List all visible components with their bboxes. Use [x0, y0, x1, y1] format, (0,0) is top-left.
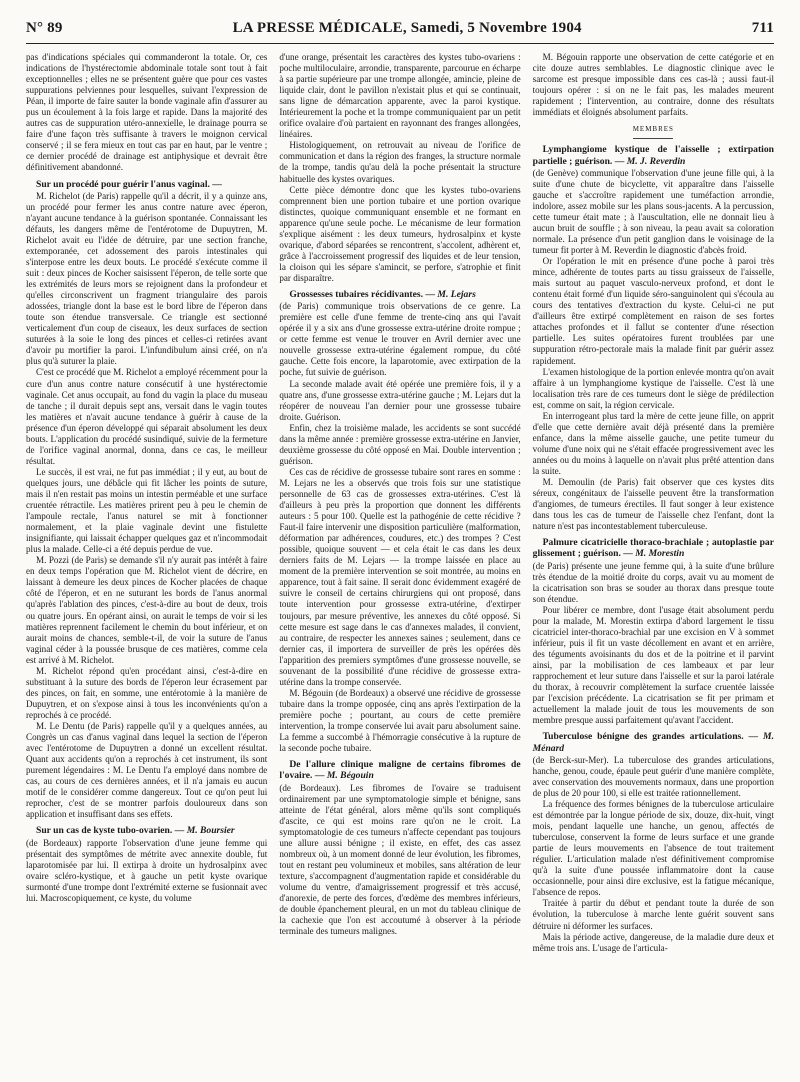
heading-text: Sur un procédé pour guérir l'anus vaginal. —	[36, 178, 222, 190]
heading-text: Grossesses tubaires récidivantes. —	[289, 288, 436, 300]
paragraph: M. Demoulin (de Paris) fait observer que ces kystes dits séreux, congénitaux de l'aisselle peuvent être la transformation d'angiomes, de tumeurs érectiles. Il faut songer à leur existence dans tous les cas de tumeur de l'aisselle chez l'enfant, dont la nature n'est pas incontestablement tuberculeuse.	[532, 477, 774, 532]
paragraph: (de Paris) présente une jeune femme qui, à la suite d'une brûlure très étendue de la moitié droite du corps, avait vu au moment de la cicatrisation son bras se souder au thorax dans presque toute son étendue.	[532, 560, 774, 604]
article-heading	[26, 179, 267, 190]
paragraph: (de Bordeaux). Les fibromes de l'ovaire se traduisent ordinairement par une symptomatologie simple et bénigne, sans atteinte de l'état général, alors même qu'ils sont compliqués d'ascite, ce qui est moins rare qu'on ne le croit. La symptomatologie de ces tumeurs n'affecte cependant pas toujours une allure aussi bénigne ; il existe, en effet, des cas assez nombreux où, à un moment donné de leur évolution, les fibromes, tout en restant peu volumineux et mobiles, sans altération de leur texture, s'accompagnent d'augmentation rapide et considérable du volume du ventre, d'amaigrissement progressif et très accusé, d'anorexie, de perte des forces, d'œdème des membres inférieurs, de double épanchement pleural, en un mot du tableau clinique de la cachexie que l'on est accoutumé à observer à la période terminale des tumeurs malignes.	[279, 782, 521, 937]
paragraph: M. Pozzi (de Paris) se demande s'il n'y aurait pas intérêt à faire en deux temps l'opération que M. Richelot vient de décrire, en laissant à demeure les deux pinces de Kocher placées de chaque côté de l'éperon, et en ne suturant les bords de l'anus anormal qu'après l'ablation des pinces, c'est-à-dire au bout de deux, trois ou quatre jours. En opérant ainsi, on aurait le temps de voir si les matières reprennent facilement le chemin du bout inférieur, et on aurait moins de chances, semble-t-il, de voir la suture de l'anus vaginal céder à la poussée brusque de ces matières, comme cela est arrivé à M. Richelot.	[26, 555, 268, 665]
paragraph: Or l'opération le mit en présence d'une poche à paroi très mince, adhérente de toutes parts au tissu graisseux de l'aisselle, mais surtout au paquet vasculo-nerveux profond, et dont le contenu était formé d'un liquide séro-sanguinolent qui s'écoula au cours des tentatives d'extraction du kyste. Celui-ci ne put d'ailleurs être extirpé complètement en raison de ses fortes attaches profondes et il fallut se contenter d'une résection partielle. Les suites opératoires furent troublées par une suppuration rétro-pectorale mais la malade finit par guérir assez rapidement.	[532, 256, 774, 366]
paragraph: (de Paris) communique trois observations de ce genre. La première est celle d'une femme de trente-cinq ans qui l'avait opérée il y a six ans d'une grossesse extra-utérine droite rompue ; or cette femme est venue le trouver en Avril dernier avec une nouvelle grossesse extra-utérine également rompue, du côté gauche. Cette fois encore, la laparotomie, avec extirpation de la poche, fut suivie de guérison.	[279, 301, 521, 378]
paragraph: (de Genève) communique l'observation d'une jeune fille qui, à la suite d'une chute de bicyclette, vit apparaître dans l'aisselle gauche et s'accroître rapidement une tuméfaction arrondie, indolore, assez mobile sur les plans sous-jacents. A la percussion, cette tumeur était mate ; à l'auscultation, elle ne donnait lieu à aucun bruit de souffle ; à son niveau, la peau avait sa coloration normale. La présence d'un petit ganglion dans le voisinage de la tumeur fit porter à M. Reverdin le diagnostic d'abcès froid.	[532, 167, 774, 256]
article-heading	[279, 759, 520, 781]
paragraph: La seconde malade avait été opérée une première fois, il y a quatre ans, d'une grossesse extra-utérine gauche ; M. Lejars dut la réopérer de nouveau l'an dernier pour une grossesse tubaire droite. Guérison.	[279, 378, 521, 422]
paragraph: Pour libérer ce membre, dont l'usage était absolument perdu pour la malade, M. Morestin extirpa d'abord largement le tissu cicatriciel inter-thoraco-brachial par une excision en V à sommet inférieur, puis il fit un vaste décollement en avant et en arrière, des téguments avoisinants du dos et de la poitrine et il parvint ainsi, par la mobilisation de ces lambeaux et par leur rapprochement et leur suture dans l'aisselle et sur la paroi latérale du thorax, à recouvrir complètement la surface cruentée laissée par l'excision précédente. La cicatrisation se fit per primam et actuellement la malade jouit de tous les mouvements de son membre presque aussi parfaitement qu'avant l'accident.	[532, 604, 774, 726]
paragraph: Ces cas de récidive de grossesse tubaire sont rares en somme : M. Lejars ne les a observés que trois fois sur une statistique personnelle de 63 cas de grossesses extra-utérines. C'est là d'ailleurs à peu près la proportion que donnent les différents auteurs : 5 pour 100. Quelle est la pathogénie de cette récidive ? Faut-il faire intervenir une disposition particulière (malformation, déformation par adhérences, coudures, etc.) des trompes ? C'est possible, quoique souvent — et cela était le cas dans les deux derniers faits de M. Lejars — la trompe laissée en place au moment de la première intervention se soit montrée, au moins en apparence, tout à fait saine. Il serait donc évidemment exagéré de suivre le conseil de certains chirurgiens qui ont proposé, dans toute intervention pour grossesse extra-utérine, d'extirper toujours, par mesure préventive, les annexes du côté opposé. Si cette mesure est sage dans le cas d'annexes malades, il convient, au contraire, de respecter les annexes saines ; seulement, dans ce dernier cas, il importera de surveiller de près les opérées dès l'apparition des premiers symptômes d'une grossesse nouvelle, se souvenant de la possibilité d'une récidive de grossesse extra-utérine dans la trompe conservée.	[279, 466, 521, 687]
masthead	[26, 20, 774, 44]
paragraph: (de Bordeaux) rapporte l'observation d'une jeune femme qui présentait des symptômes de métrite avec annexite double, fut laparotomisée par lui. Il extirpa à droite un hydrosalpinx avec ovaire scléro-kystique, et à gauche un petit kyste ovarique surmonté d'une trompe dont l'extrémité externe se fusionnait avec lui. Macroscopiquement, ce kyste, du volume	[26, 837, 268, 903]
paragraph: La fréquence des formes bénignes de la tuberculose articulaire est démontrée par la longue période de six, douze, dix-huit, vingt mois, pendant laquelle une hanche, un genou, affectés de tuberculose, conservent la forme de leurs surface et une grande partie de leurs mouvements en l'absence de tout traitement régulier. L'articulation malade n'est définitivement compromise qu'à la suite d'une poussée inflammatoire dont la cause occasionnelle, pour ainsi dire exclusive, est la fatigue mécanique, l'absence de repos.	[532, 798, 774, 898]
article-columns	[26, 52, 774, 1080]
column-3	[533, 52, 774, 1080]
paragraph: Histologiquement, on retrouvait au niveau de l'orifice de communication et dans la région des franges, la structure normale de la trompe, tandis qu'au delà la poche présentait la structure habituelle des kystes ovariques.	[279, 140, 521, 184]
paragraph: Enfin, chez la troisième malade, les accidents se sont succédé dans la même année : première grossesse extra-utérine en Janvier, deuxième grossesse du côté opposé en Mai. Double intervention ; guérison.	[279, 422, 521, 466]
heading-author: M. Boursier	[186, 825, 235, 837]
paragraph: d'une orange, présentait les caractères des kystes tubo-ovariens : poche multiloculaire, arrondie, transparente, parcourue en écharpe à sa partie supérieure par une trompe allongée, amincie, pleine de liquide clair, dont le pavillon n'existait plus et qui se continuait, sans ligne de démarcation apparente, avec la paroi kystique. Intérieurement la poche et la trompe communiquaient par un petit orifice ovalaire d'où partaient en rayonnant des franges allongées, linéaires.	[279, 52, 521, 140]
article-heading	[279, 289, 520, 300]
paragraph: pas d'indications spéciales qui commanderont la totale. Or, ces indications de l'hystérectomie abdominale totale sont tout à fait exceptionnelles ; elles ne se présentent guère que pour ces vastes suppurations pelviennes pour lesquelles, suivant l'expression de Péan, il importe de faire sauter la bonde vaginale afin d'assurer au pus un écoulement à la fois large et rapide. Dans la majorité des autres cas de suppuration utéro-annexielle, le drainage pourra se faire d'une façon très suffisante à travers le moignon cervical conservé ; il se fera mieux en tout cas par en haut, par le ventre ; ce dernier procédé de drainage est antiphysique et devrait être définitivement abandonné.	[26, 52, 268, 173]
article-heading	[533, 537, 774, 559]
article-heading	[26, 825, 267, 836]
heading-author: M. Bégouin	[326, 770, 374, 782]
page-number: 711	[751, 20, 774, 36]
heading-text: Palmure cicatricielle thoraco-brachiale ; autoplastie par glissement ; guérison. —	[532, 537, 774, 560]
paragraph: Traitée à partir du début et pendant toute la durée de son évolution, la tuberculose à marche lente guérit souvent sans détruire ni déformer les surfaces.	[532, 898, 774, 931]
newspaper-title: LA PRESSE MÉDICALE, Samedi, 5 Novembre 1904	[232, 20, 582, 36]
paragraph: C'est ce procédé que M. Richelot a employé récemment pour la cure d'un anus contre nature consécutif à une hystérectomie vaginale. Cet anus occupait, au fond du vagin la place du museau de tanche ; il durait depuis sept ans, versait dans le vagin toutes les matières et n'avait aucune tendance à guérir à cause de la présence d'un éperon développé qui séparait absolument les deux bouts. L'application du procédé susindiqué, suivie de la fermeture de l'orifice vaginal anormal, donna, dans ce cas, le meilleur résultat.	[26, 367, 268, 466]
heading-text: De l'allure clinique maligne de certains fibromes de l'ovaire. —	[279, 759, 521, 782]
column-1	[26, 52, 267, 1080]
paragraph: M. Le Dentu (de Paris) rappelle qu'il y a quelques années, au Congrès un cas d'anus vaginal dans lequel la section de l'éperon avec l'entérotome de Dupuytren a donné un excellent résultat. Quant aux accidents qu'on a reprochés à cet instrument, ils sont purement légendaires : M. Le Dentu l'a employé dans nombre de cas, au cours de ces dernières années, et il n'a jamais eu aucun motif de le considérer comme dangereux. Tout ce qu'on peut lui reprocher, c'est de se montrer parfois douloureux dans son application et insuffisant dans ses effets.	[26, 720, 268, 820]
article-heading	[533, 144, 774, 166]
heading-text: Lymphangiome kystique de l'aisselle ; extirpation partielle ; guérison. —	[532, 144, 774, 167]
paragraph: L'examen histologique de la portion enlevée montra qu'on avait affaire à un lymphangiome kystique de l'aisselle. C'est là une localisation très rare de ces tumeurs dont le siège de prédilection est, comme on sait, la région cervicale.	[532, 366, 774, 410]
paragraph: M. Richelot répond qu'en procédant ainsi, c'est-à-dire en substituant à la suture des bords de l'éperon leur écrasement par des pinces, on fait, en somme, une entérotomie à la manière de Dupuytren, et on s'expose ainsi à tous les inconvénients qu'on a reprochés à ce procédé.	[26, 665, 268, 720]
paragraph: M. Bégouin rapporte une observation de cette catégorie et en cite douze autres semblables. Le diagnostic clinique avec le sarcome est presque impossible dans ces cas-là ; aussi faut-il toujours opérer : si on ne le fait pas, les malades meurent rapidement ; l'intervention, au contraire, donne des résultats immédiats et éloignés absolument parfaits.	[532, 52, 774, 118]
paragraph: Cette pièce démontre donc que les kystes tubo-ovariens comprennent bien une portion tubaire et une portion ovarique distinctes, quoique communiquant ensemble et ne formant en apparence qu'une seule poche. Le mécanisme de leur formation s'explique aisément : les deux tumeurs, hydrosalpinx et kyste ovarique, d'abord séparées se rencontrent, s'accolent, adhèrent et, grâce à l'accroissement progressif des liquides et de leur tension, la cloison qui les sépare s'amincit, se perfore, s'atrophie et finit par disparaître.	[279, 184, 521, 283]
heading-text: Sur un cas de kyste tubo-ovarien. —	[36, 825, 185, 837]
section-label: MEMBRES	[632, 125, 674, 134]
heading-author: M. Ménard	[532, 731, 774, 754]
paragraph: En interrogeant plus tard la mère de cette jeune fille, on apprit d'elle que cette dernière avait déjà présenté dans la première enfance, dans la même aisselle gauche, une petite tumeur du volume d'une noix qui ne s'était effacée progressivement avec les années ou du moins à laquelle on n'avait plus prêté attention dans la suite.	[532, 410, 774, 476]
paragraph: Le succès, il est vrai, ne fut pas immédiat ; il y eut, au bout de quelques jours, une débâcle qui fit lâcher les points de suture, mais il n'en restait pas moins un intestin perméable et une surface cruentée rétractile. Les matières prirent peu à peu le chemin de l'ampoule rectale, l'anus naturel se mit à fonctionner normalement, et la plaie vaginale devint une fistulette insignifiante, qui laissait échapper quelques gaz et n'incommodait plus la malade. Celle-ci a été depuis perdue de vue.	[26, 466, 268, 555]
heading-author: M. J. Reverdin	[626, 155, 686, 167]
column-2	[279, 52, 520, 1080]
heading-author: M. Morestin	[635, 548, 685, 560]
paragraph: Mais la période active, dangereuse, de la maladie dure deux et même trois ans. L'usage de l'articula-	[532, 931, 774, 953]
paragraph: M. Richelot (de Paris) rappelle qu'il a décrit, il y a quinze ans, un procédé pour fermer les anus contre nature avec éperon, n'ayant aucune tendance à la guérison spontanée. Connaissant les défauts, les dangers même de l'entérotome de Dupuytren, M. Richelot avait eu l'idée de détruire, par une section franche, extemporanée, cet adossement des parois intestinales qui s'interpose entre les deux bouts. Le procédé s'exécute comme il suit : deux pinces de Kocher saisissent l'éperon, de telle sorte que les extrémités de leurs mors se rejoignent dans la profondeur et qu'elles circonscrivent un fragment triangulaire des parois adossées, triangle dont la base est le bord libre de l'éperon dans toute son étendue transversale. Ce triangle est sectionné verticalement d'un coup de ciseaux, les deux surfaces de section suturées à la soie le long des pinces et celles-ci retirées avant d'avoir pu mortifier la paroi. L'infundibulum ainsi créé, on n'a plus qu'à suturer la plaie.	[26, 190, 268, 367]
issue-number: N° 89	[26, 20, 63, 36]
article-heading	[533, 731, 774, 753]
paragraph: M. Bégouin (de Bordeaux) a observé une récidive de grossesse tubaire dans la trompe opposée, cinq ans après l'extirpation de la première poche ; pourtant, au cours de cette première intervention, la trompe conservée lui avait paru absolument saine. La femme a succombé à l'hémorragie consécutive à la rupture de la seconde poche tubaire.	[279, 687, 521, 754]
section-divider	[633, 138, 673, 139]
heading-text: Tuberculose bénigne des grandes articulations. —	[542, 731, 759, 743]
heading-author: M. Lejars	[437, 288, 476, 300]
paragraph: (de Berck-sur-Mer). La tuberculose des grandes articulations, hanche, genou, coude, épaule peut guérir d'une manière complète, avec conservation des mouvements normaux, dans une proportion de plus de 20 pour 100, si elle est traitée rationnellement.	[532, 754, 774, 798]
